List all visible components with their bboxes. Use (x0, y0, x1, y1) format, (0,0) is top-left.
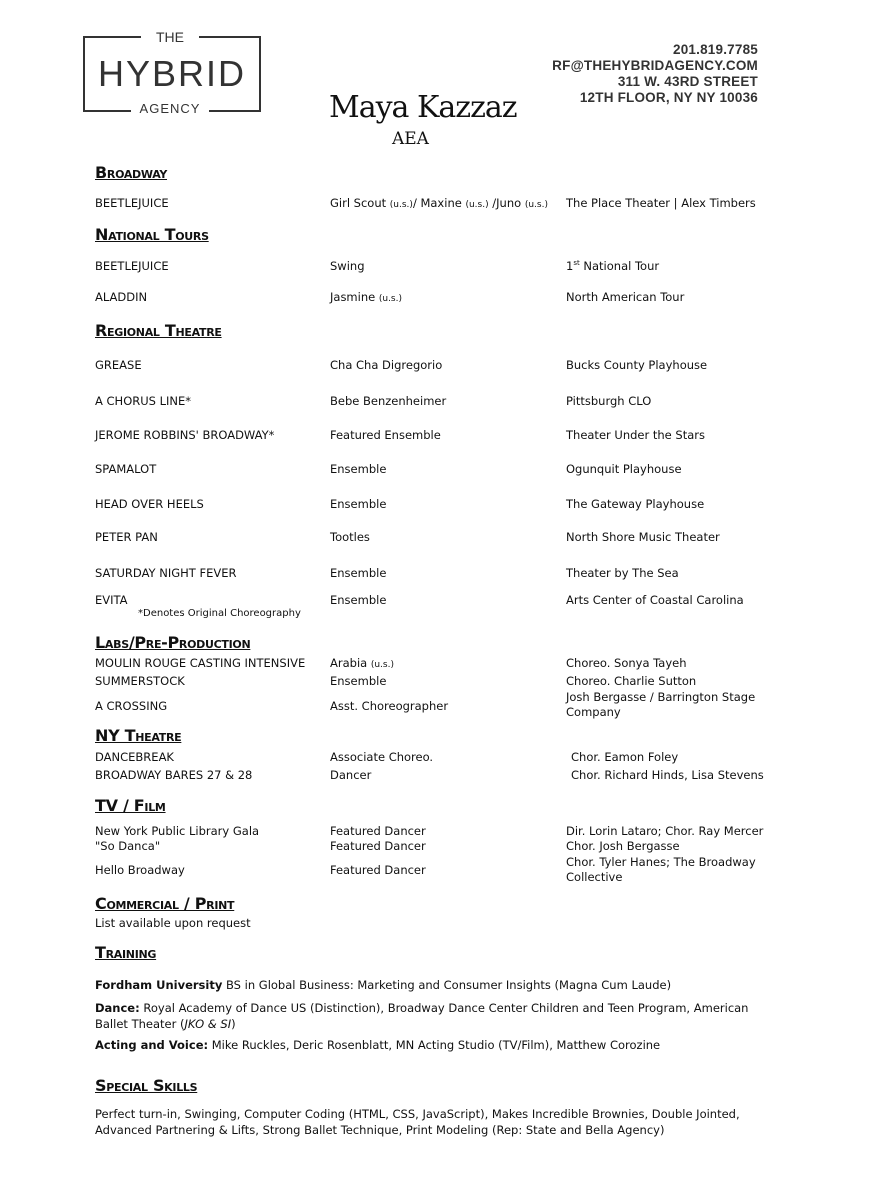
section-heading-national-tours: National Tours (95, 225, 209, 244)
credit-role: Featured Ensemble (330, 428, 441, 442)
credit-show: MOULIN ROUGE CASTING INTENSIVE (95, 656, 306, 670)
performer-name: Maya Kazzaz (329, 90, 517, 125)
credit-role: Cha Cha Digregorio (330, 358, 443, 372)
training-item: Dance: Royal Academy of Dance US (Distinction), Broadway Dance Center Children and Teen Program, American Ballet Theater (JKO & SI) (95, 1001, 749, 1031)
credit-role: Bebe Benzenheimer (330, 394, 447, 408)
credit-venue: Ogunquit Playhouse (566, 462, 682, 476)
skills-text: Perfect turn-in, Swinging, Computer Coding (HTML, CSS, JavaScript), Makes Incredible Brownies, Double Jointed, Advanced Partnering & Lifts, Strong Ballet Technique, Print Modeling (Rep: State and Bella Agency) (95, 1107, 740, 1137)
agency-address-line2: 12TH FLOOR, NY NY 10036 (579, 90, 758, 105)
credit-show: New York Public Library Gala (95, 824, 260, 838)
credit-role: Girl Scout (u.s.)/ Maxine (u.s.) /Juno (u.s.) (330, 196, 548, 210)
credit-role: Featured Dancer (330, 863, 426, 877)
credit-venue: Chor. Tyler Hanes; The Broadway Collective (566, 855, 756, 884)
credit-role: Tootles (330, 530, 370, 544)
credit-show: HEAD OVER HEELS (95, 497, 204, 511)
credit-venue: North Shore Music Theater (566, 530, 720, 544)
agency-logo (83, 29, 261, 116)
logo-the: THE (156, 29, 184, 45)
credit-show: SUMMERSTOCK (95, 674, 185, 688)
credit-venue: The Place Theater | Alex Timbers (566, 196, 756, 210)
credit-venue: Choreo. Sonya Tayeh (566, 656, 687, 670)
credit-role: Arabia (u.s.) (330, 656, 394, 670)
section-heading-training: Training (95, 943, 157, 962)
section-heading-commercial: Commercial / Print (95, 894, 235, 913)
agency-email: RF@THEHYBRIDAGENCY.COM (552, 58, 758, 73)
credit-show: JEROME ROBBINS' BROADWAY* (95, 428, 275, 442)
credit-show: A CHORUS LINE* (95, 394, 192, 408)
agency-phone: 201.819.7785 (673, 42, 758, 57)
credit-venue: Chor. Eamon Foley (571, 750, 679, 764)
section-heading-skills: Special Skills (95, 1076, 198, 1095)
agency-address-line1: 311 W. 43RD STREET (617, 74, 758, 89)
section-heading-tv-film: TV / Film (95, 796, 166, 815)
credit-venue: Theater Under the Stars (566, 428, 705, 442)
credit-role: Swing (330, 259, 365, 273)
credit-show: BEETLEJUICE (95, 196, 169, 210)
credit-show: "So Danca" (95, 839, 161, 853)
section-heading-ny-theatre: NY Theatre (95, 726, 182, 745)
credit-show: DANCEBREAK (95, 750, 174, 764)
credit-venue: Pittsburgh CLO (566, 394, 652, 408)
credit-role: Ensemble (330, 462, 387, 476)
logo-hybrid: HYBRID (97, 53, 247, 94)
credit-role: Jasmine (u.s.) (330, 290, 402, 304)
credit-role: Ensemble (330, 566, 387, 580)
credit-venue: Choreo. Charlie Sutton (566, 674, 697, 688)
credit-show: EVITA (95, 593, 128, 607)
credit-role: Associate Choreo. (330, 750, 434, 764)
credit-show: BEETLEJUICE (95, 259, 169, 273)
agency-contact (552, 42, 758, 106)
credit-show: ALADDIN (95, 290, 148, 304)
performer-union: AEA (392, 129, 429, 149)
credit-venue: Arts Center of Coastal Carolina (566, 593, 744, 607)
credit-show: SATURDAY NIGHT FEVER (95, 566, 237, 580)
credit-role: Asst. Choreographer (330, 699, 449, 713)
credit-venue: Bucks County Playhouse (566, 358, 708, 372)
credit-show: A CROSSING (95, 699, 168, 713)
credit-venue: Theater by The Sea (566, 566, 679, 580)
credit-venue: Josh Bergasse / Barrington Stage Company (566, 690, 756, 719)
credit-venue: 1st National Tour (566, 259, 660, 273)
credit-show: GREASE (95, 358, 142, 372)
credit-venue: Dir. Lorin Lataro; Chor. Ray Mercer (566, 824, 764, 838)
credit-role: Ensemble (330, 674, 387, 688)
credit-venue: North American Tour (566, 290, 685, 304)
credit-role: Featured Dancer (330, 839, 426, 853)
choreography-footnote: *Denotes Original Choreography (138, 608, 301, 619)
credit-role: Dancer (330, 768, 372, 782)
credit-show: SPAMALOT (95, 462, 157, 476)
section-heading-regional: Regional Theatre (95, 321, 222, 340)
commercial-note: List available upon request (95, 916, 251, 930)
training-item: Fordham University BS in Global Business: Marketing and Consumer Insights (Magna Cum Laude) (95, 978, 672, 992)
section-heading-labs: Labs/Pre-Production (95, 633, 251, 652)
credit-venue: The Gateway Playhouse (566, 497, 705, 511)
logo-agency: AGENCY (139, 101, 201, 116)
section-heading-broadway: Broadway (95, 163, 168, 182)
training-item: Acting and Voice: Mike Ruckles, Deric Rosenblatt, MN Acting Studio (TV/Film), Matthew Corozine (95, 1038, 661, 1052)
credit-role: Ensemble (330, 497, 387, 511)
credit-role: Featured Dancer (330, 824, 426, 838)
credit-show: PETER PAN (95, 530, 158, 544)
credit-show: Hello Broadway (95, 863, 185, 877)
credit-venue: Chor. Josh Bergasse (566, 839, 680, 853)
credit-venue: Chor. Richard Hinds, Lisa Stevens (571, 768, 764, 782)
credit-role: Ensemble (330, 593, 387, 607)
credit-show: BROADWAY BARES 27 & 28 (95, 768, 253, 782)
